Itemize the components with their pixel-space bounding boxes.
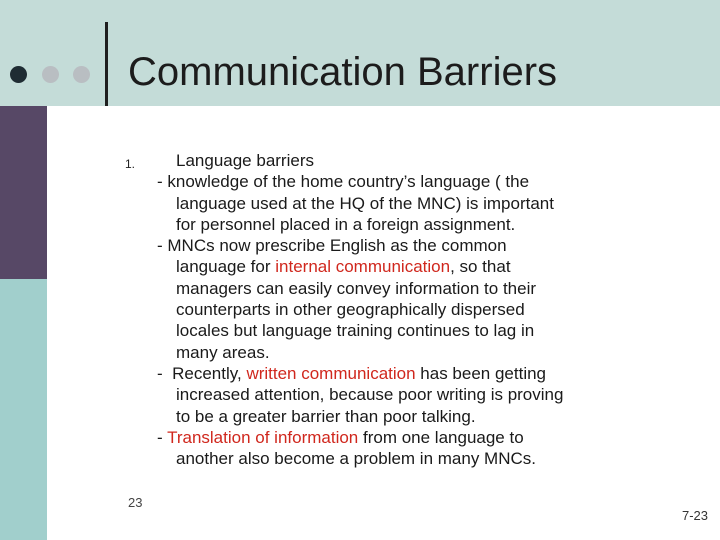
bullet-2-line-3: managers can easily convey information to their	[176, 278, 537, 298]
light-dot-icon	[73, 66, 90, 83]
list-heading: Language barriers	[176, 151, 314, 170]
text-run: has been getting	[415, 363, 547, 383]
page-number: 23	[128, 495, 143, 510]
highlight-translation-of-information: Translation of information	[167, 427, 359, 447]
text-run: from one language to	[358, 427, 524, 447]
bullet-1-line-1: - knowledge of the home country’s language ( the	[157, 172, 530, 192]
bullet-2-line-1: - MNCs now prescribe English as the common	[157, 236, 507, 256]
bullet-4-line-1	[150, 427, 690, 448]
side-bar-teal	[0, 279, 47, 540]
light-dot-icon	[42, 66, 59, 83]
highlight-internal-communication: internal communication	[275, 257, 451, 277]
side-bar-purple	[0, 106, 47, 279]
slide-title: Communication Barriers	[128, 50, 558, 94]
dark-dot-icon	[10, 66, 27, 83]
bullet-3-line-1	[150, 363, 690, 384]
highlight-written-communication: written communication	[246, 363, 416, 383]
text-run: language for	[176, 257, 276, 277]
bullet-4-line-2: another also become a problem in many MNCs.	[176, 449, 536, 469]
text-run: , so that	[450, 257, 511, 277]
bullet-1-line-2: language used at the HQ of the MNC) is important	[176, 193, 554, 213]
header-divider	[105, 22, 108, 106]
slide-body	[150, 150, 690, 469]
bullet-2-line-2	[150, 256, 690, 277]
bullet-2-line-5: locales but language training continues to lag in	[176, 321, 535, 341]
bullet-3-line-2: increased attention, because poor writing is proving	[176, 385, 564, 405]
bullet-2-line-4: counterparts in other geographically dispersed	[176, 300, 525, 320]
bullet-3-line-3: to be a greater barrier than poor talking.	[176, 406, 476, 426]
slide-code: 7-23	[681, 508, 708, 523]
list-number: 1.	[125, 157, 136, 171]
heading-line	[150, 150, 690, 171]
bullet-2-line-6: many areas.	[176, 342, 270, 362]
text-run: - Recently,	[157, 363, 247, 383]
text-run: -	[157, 427, 168, 447]
bullet-1-line-3: for personnel placed in a foreign assignment.	[176, 214, 516, 234]
